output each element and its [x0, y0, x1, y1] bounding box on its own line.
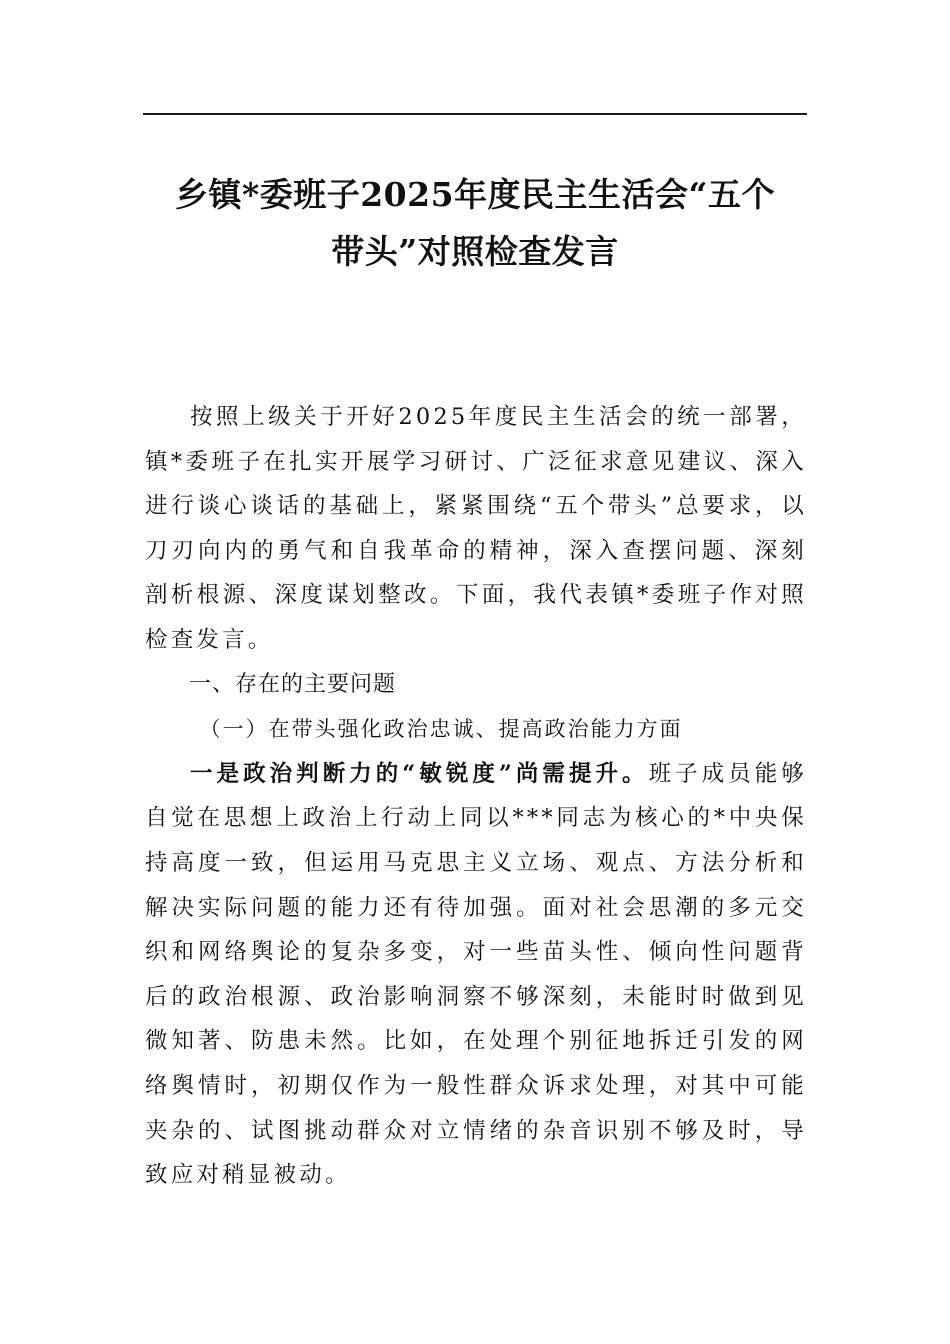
point-text: 班子成员能够自觉在思想上政治上行动上同以***同志为核心的*中央保持高度一致，但运用马克思主义立场、观点、方法分析和解决实际问题的能力还有待加强。面对社会思潮的多元交织和网络舆论的复杂多变，对一些苗头性、倾向性问题背后的政治根源、政治影响洞察不够深刻，未能时时做到见微知著、防患未然。比如，在处理个别征地拆迁引发的网络舆情时，初期仅作为一般性群众诉求处理，对其中可能夹杂的、试图挑动群众对立情绪的杂音识别不够及时，导致应对稍显被动。: [145, 760, 807, 1189]
intro-paragraph: 按照上级关于开好2025年度民主生活会的统一部署，镇*委班子在扎实开展学习研讨、广泛征求意见建议、深入进行谈心谈话的基础上，紧紧围绕“五个带头”总要求，以刀刃向内的勇气和自我革命的精神，深入查摆问题、深刻剖析根源、深度谋划整改。下面，我代表镇*委班子作对照检查发言。: [145, 404, 807, 653]
header-rule: [143, 113, 807, 115]
document-body: [145, 395, 807, 1198]
document-title: [143, 166, 807, 280]
title-line-2: 带头”对照检查发言: [331, 232, 619, 271]
point-lead: 一是政治判断力的“敏锐度”尚需提升。: [190, 760, 649, 787]
subsection-heading: （一）在带头强化政治忠诚、提高政治能力方面: [199, 717, 683, 742]
section-heading: 一、存在的主要问题: [189, 671, 397, 697]
point-paragraph: [145, 752, 807, 1198]
title-line-1: 乡镇*委班子2025年度民主生活会“五个: [174, 175, 776, 214]
